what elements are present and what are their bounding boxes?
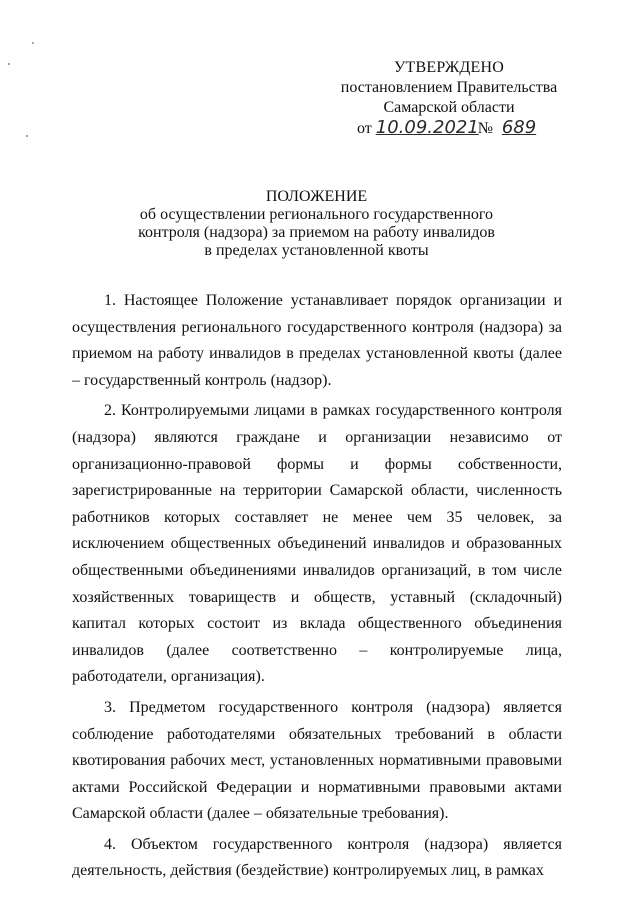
paragraph-1: 1. Настоящее Положение устанавливает порядок организации и осуществления регионального государственного контроля (надзора) за приемом на работу инвалидов в пределах установленной квоты (далее – государственный контроль (надзор). (72, 292, 562, 389)
approval-title: УТВЕРЖДЕНО (393, 59, 504, 76)
heading-line-3: в пределах установленной квоты (204, 242, 429, 259)
approval-date-line (357, 118, 541, 139)
paragraph-2: 2. Контролируемыми лицами в рамках государственного контроля (надзора) являются граждане и организации независимо от организационно-правовой формы и формы собственности, зарегистрированные на территории Самарской области, численность работников которых составляет не менее чем 35 человек, за исключением общественных объединений инвалидов и образованных общественными объединениями инвалидов организаций, в том числе хозяйственных товариществ и обществ, уставный (складочный) капитал которых состоит из вклада общественного объединения инвалидов (далее соответственно – контролируемые лица, работодатели, организация). (72, 402, 562, 686)
document-body (72, 288, 562, 889)
heading-line-1: об осуществлении регионального государственного (139, 206, 494, 223)
handwritten-number: 689 (501, 117, 537, 138)
paragraph-3: 3. Предметом государственного контроля (надзора) является соблюдение работодателями обязательных требований в области квотирования рабочих мест, установленных нормативными правовыми актами Российской Федерации и нормативными правовыми актами Самарской области (далее – обязательные требования). (72, 698, 562, 823)
approval-block (318, 58, 580, 139)
heading-title: ПОЛОЖЕНИЕ (265, 188, 368, 205)
approval-line-2: Самарской области (383, 99, 515, 116)
number-sign: № (477, 120, 494, 137)
document-heading (80, 188, 553, 260)
approval-line-1: постановлением Правительства (340, 79, 558, 96)
scan-speck (32, 42, 34, 44)
scan-speck (26, 135, 28, 137)
heading-line-2: контроля (надзора) за приемом на работу инвалидов (138, 224, 495, 241)
paragraph-4: 4. Объектом государственного контроля (надзора) является деятельность, действия (бездействие) контролируемых лиц, в рамках (72, 835, 562, 880)
handwritten-date: 10.09.2021 (375, 117, 479, 138)
scan-speck (8, 63, 10, 65)
from-label: от (356, 120, 372, 137)
